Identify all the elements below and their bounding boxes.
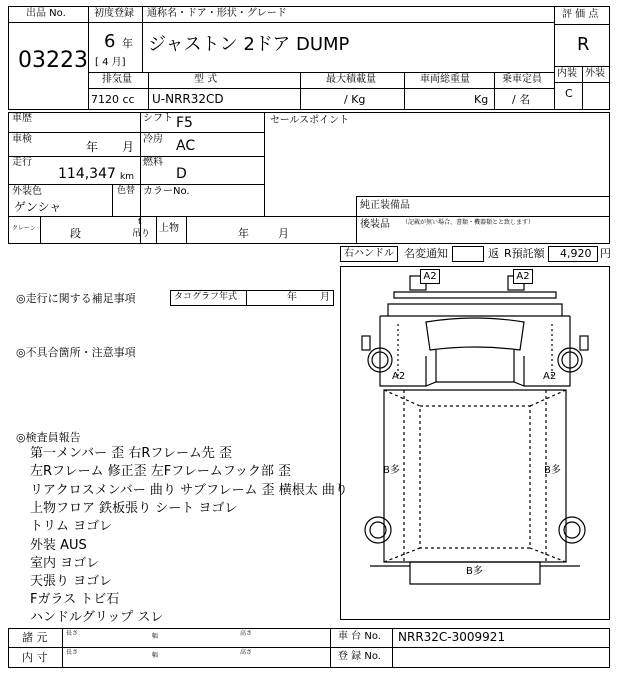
- ext-color-label: 外装色: [12, 186, 42, 197]
- history-label: 車歴: [12, 113, 32, 124]
- vehicle-name: ジャストン 2ドア DUMP: [148, 34, 350, 55]
- body-year: 年: [238, 227, 249, 240]
- mileage-value: 114,347: [58, 166, 116, 182]
- inspector-line: ハンドルグリップ スレ: [30, 610, 164, 625]
- model-label: 型 式: [194, 74, 218, 85]
- tacho-month: 月: [320, 292, 330, 303]
- damage-mark: A2: [420, 269, 440, 284]
- damage-mark: B多: [383, 465, 400, 476]
- damage-mark: A2: [513, 269, 533, 284]
- color-no-label: カラーNo.: [143, 186, 190, 197]
- first-reg-label: 初度登録: [94, 8, 134, 19]
- scrap-label: 返: [488, 247, 499, 260]
- fuel-label: 燃料: [143, 157, 163, 168]
- inspector-line: 左Rフレーム 修正歪 左Fフレームフック部 歪: [30, 464, 291, 479]
- ext-color-value: ゲンシャ: [14, 200, 62, 214]
- lot-number: 03223: [18, 48, 88, 73]
- model-value: U-NRR32CD: [152, 92, 224, 106]
- name-change-label: 名変通知: [404, 247, 448, 260]
- first-reg-month: [ 4 月]: [95, 57, 126, 68]
- first-reg-year: 6: [104, 31, 116, 52]
- crane-load-unit: t: [138, 217, 142, 227]
- spec-label: 諸 元: [22, 631, 48, 644]
- driving-notes-label: ◎走行に関する補足事項: [16, 292, 136, 305]
- max-load-label: 最大積載量: [326, 74, 376, 85]
- recycle-amount: 4,920: [560, 247, 592, 260]
- interior-label: 内装: [557, 68, 577, 79]
- spec-width-label: 幅: [152, 633, 159, 640]
- exterior-label: 外装: [585, 68, 605, 79]
- inspector-line: 外装 AUS: [30, 538, 87, 553]
- inner-height-label: 高さ: [240, 649, 253, 656]
- ac-value: AC: [176, 138, 196, 154]
- inspector-line: リアクロスメンバー 曲り サブフレーム 歪 横根太 曲り: [30, 483, 348, 498]
- aftermarket-label: 後装品: [360, 219, 390, 230]
- capacity-label: 乗車定員: [502, 74, 542, 85]
- first-reg-year-unit: 年: [122, 37, 133, 50]
- shift-label: シフト: [143, 113, 173, 124]
- spec-height-label: 高さ: [240, 630, 253, 637]
- damage-mark: B多: [466, 566, 483, 577]
- damage-mark: A2: [543, 371, 557, 382]
- defects-label: ◎不具合箇所・注意事項: [16, 346, 136, 359]
- inspector-line: 天張り ヨゴレ: [30, 574, 113, 589]
- inspector-line: トリム ヨゴレ: [30, 519, 113, 534]
- ac-label: 冷房: [143, 134, 163, 145]
- damage-mark: A2: [392, 371, 406, 382]
- inner-length-label: 長さ: [66, 649, 79, 656]
- gross-weight-value: Kg: [474, 93, 489, 106]
- mileage-unit: km: [120, 172, 134, 182]
- sales-point-label: セールスポイント: [270, 115, 350, 126]
- spec-length-label: 長さ: [66, 630, 79, 637]
- tacho-year: 年: [287, 292, 297, 303]
- mileage-label: 走行: [12, 157, 32, 168]
- inspection-label: 車検: [12, 134, 32, 145]
- crane-label: クレーン: [12, 225, 36, 232]
- inner-dim-label: 内 寸: [22, 651, 48, 664]
- handle-value: 右ハンドル: [344, 248, 394, 259]
- displacement-label: 排気量: [102, 74, 132, 85]
- color-change-label: 色替: [117, 186, 136, 196]
- capacity-value: / 名: [512, 93, 531, 106]
- body-label: 上物: [159, 223, 179, 234]
- std-equip-label: 純正装備品: [360, 200, 410, 211]
- inspection-year: 年: [86, 140, 99, 154]
- inspector-line: Fガラス トビ石: [30, 592, 120, 607]
- eval-score: R: [577, 34, 590, 55]
- chassis-label: 車 台 No.: [338, 631, 381, 642]
- footer-frame: [8, 628, 610, 668]
- gross-weight-label: 車両総重量: [420, 74, 470, 85]
- displacement-value: 7120 cc: [91, 93, 135, 106]
- damage-mark: B多: [544, 465, 561, 476]
- inspection-month: 月: [122, 140, 135, 154]
- tacho-label: タコグラフ年式: [174, 292, 238, 302]
- inspector-label: ◎検査員報告: [16, 431, 81, 444]
- reg-label: 登 録 No.: [338, 651, 381, 662]
- shift-value: F5: [176, 115, 193, 131]
- lot-label: 出品 No.: [26, 8, 66, 19]
- inspector-line: 上物フロア 鉄板張り シート ヨゴレ: [30, 501, 238, 516]
- crane-stage: 段: [70, 227, 81, 240]
- inspector-line: 第一メンバー 歪 右Rフレーム先 歪: [30, 446, 232, 461]
- inner-width-label: 幅: [152, 652, 159, 659]
- vehicle-label: 通称名・ドア・形状・グレード: [147, 8, 287, 19]
- interior-grade: C: [565, 87, 573, 100]
- recycle-label: R預託額: [504, 247, 545, 260]
- inspector-line: 室内 ヨゴレ: [30, 556, 100, 571]
- eval-label: 評 価 点: [562, 9, 599, 20]
- body-month: 月: [278, 227, 289, 240]
- yen-unit: 円: [600, 247, 611, 260]
- fuel-value: D: [176, 166, 187, 182]
- chassis-number: NRR32C-3009921: [398, 630, 506, 644]
- aftermarket-note: （記載が無い場合、書類・機器類とと致します）: [402, 219, 535, 226]
- max-load-value: / Kg: [344, 93, 366, 106]
- name-change-box: [452, 246, 484, 262]
- crane-hoist: 吊り: [132, 229, 151, 239]
